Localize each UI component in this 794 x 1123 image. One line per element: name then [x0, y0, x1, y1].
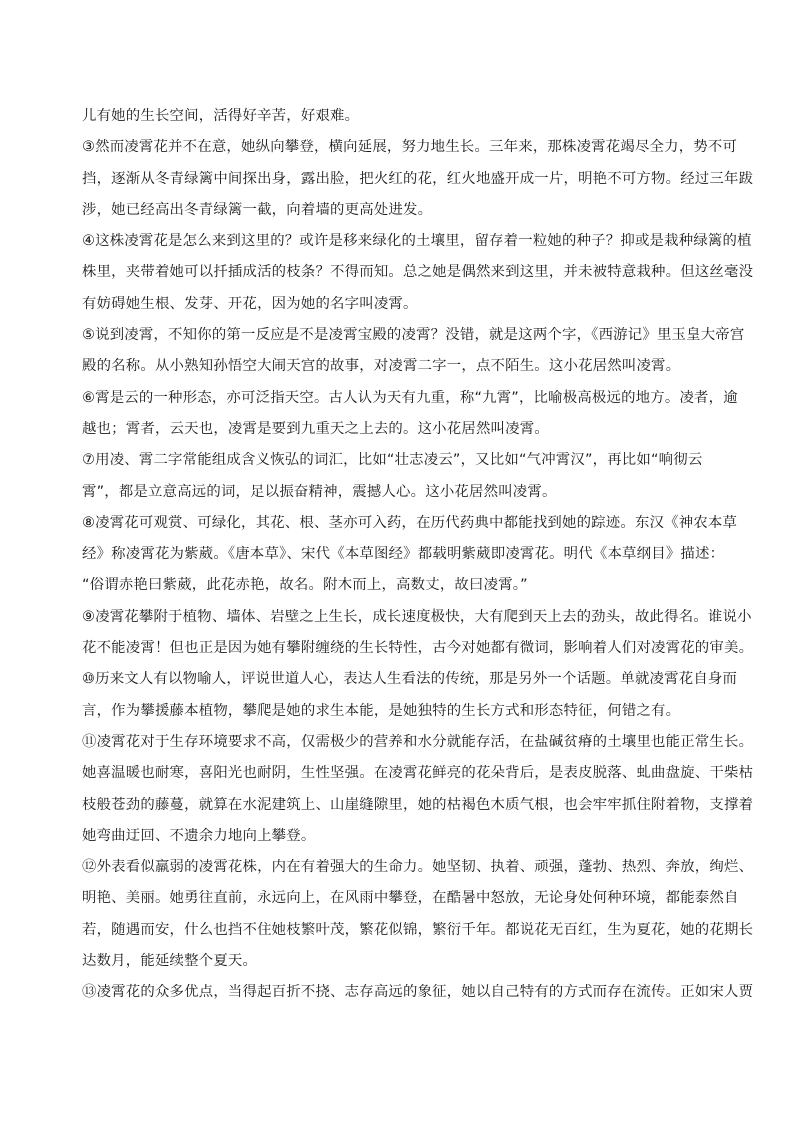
text-line: 越也；霄者，云天也，凌霄是要到九重天之上去的。这小花居然叫凌霄。	[82, 420, 549, 437]
text-line: ⑧凌霄花可观赏、可绿化，其花、根、茎亦可入药，在历代药典中都能找到她的踪迹。东汉《神农本草	[82, 514, 738, 531]
text-line: ⑫外表看似羸弱的凌霄花株，内在有着强大的生命力。她坚韧、执着、顽强，蓬勃、热烈、奔放，绚烂、	[82, 859, 754, 876]
text-line: 霄”，都是立意高远的词，足以振奋精神，震撼人心。这小花居然叫凌霄。	[82, 483, 557, 500]
text-line: “俗谓赤艳曰紫葳，此花赤艳，故名。附木而上，高数丈，故曰凌霄。”	[82, 577, 528, 594]
text-line: 达数月，能延续整个夏天。	[82, 953, 258, 970]
text-line: 儿有她的生长空间，活得好辛苦，好艰难。	[82, 108, 360, 124]
text-line: ⑨凌霄花攀附于植物、墙体、岩壁之上生长，成长速度极快，大有爬到天上去的劲头，故此得名。谁说小	[82, 608, 752, 625]
text-line: 言，作为攀援藤本植物，攀爬是她的求生本能，是她独特的生长方式和形态特征，何错之有。	[82, 702, 681, 719]
text-line: 她喜温暖也耐寒，喜阳光也耐阴，生性坚强。在凌霄花鲜亮的花朵背后，是表皮脱落、虬曲盘旋、干柴枯	[82, 765, 754, 782]
text-line: ⑬凌霄花的众多优点，当得起百折不挠、志存高远的象征，她以自己特有的方式而存在流传。正如宋人贾	[82, 984, 754, 1001]
text-line: ⑩历来文人有以物喻人，评说世道人心，表达人生看法的传统，那是另外一个话题。单就凌霄花自身而	[82, 671, 738, 688]
text-line: 殿的名称。从小熟知孙悟空大闹天宫的故事，对凌霄二字一，点不陌生。这小花居然叫凌霄。	[82, 358, 681, 375]
text-line: ③然而凌霄花并不在意，她纵向攀登，横向延展，努力地生长。三年来，那株凌霄花竭尽全力，势不可	[82, 139, 738, 156]
text-line: 经》称凌霄花为紫葳。《唐本草》、宋代《本草图经》都载明紫葳即凌霄花。明代《本草纲目》描述：	[82, 546, 725, 563]
text-line: ⑥霄是云的一种形态，亦可泛指天空。古人认为天有九重，称“九霄”，比喻极高极远的地方。凌者，逾	[82, 389, 738, 406]
text-line: 株里，夹带着她可以扦插成活的枝条？不得而知。总之她是偶然来到这里，并未被特意栽种。但这丝毫没	[82, 264, 754, 281]
text-line: 花不能凌霄！但也正是因为她有攀附缠绕的生长特性，古今对她都有微词，影响着人们对凌霄花的审美。	[82, 640, 754, 657]
text-line: 有妨碍她生根、发芽、开花，因为她的名字叫凌霄。	[82, 295, 418, 312]
text-line: 涉，她已经高出冬青绿篱一截，向着墙的更高处进发。	[82, 201, 433, 218]
text-line: 枝般苍劲的藤蔓，就算在水泥建筑上、山崖缝隙里，她的枯褐色木质气根，也会牢牢抓住附着物，支撑着	[82, 796, 754, 813]
text-line: ⑪凌霄花对于生存环境要求不高，仅需极少的营养和水分就能存活，在盐碱贫瘠的土壤里也能正常生长。	[82, 733, 754, 750]
text-line: 若，随遇而安，什么也挡不住她枝繁叶茂，繁花似锦，繁衍千年。都说花无百红，生为夏花，她的花期长	[82, 921, 754, 938]
text-line: ⑦用凌、霄二字常能组成含义恢弘的词汇，比如“壮志凌云”，又比如“气冲霄汉”，再比如“响彻云	[82, 452, 703, 469]
text-line: 明艳、美丽。她勇往直前，永远向上，在风雨中攀登，在酷暑中怒放，无论身处何种环境，都能泰然自	[82, 890, 739, 907]
text-line: 挡，逐渐从冬青绿篱中间探出身，露出脸，把火红的花，红火地盛开成一片，明艳不可方物。经过三年跋	[82, 170, 754, 187]
article-body	[82, 101, 754, 1009]
text-line: 她弯曲迂回、不遗余力地向上攀登。	[82, 827, 316, 844]
text-line: ⑤说到凌霄，不知你的第一反应是不是凌霄宝殿的凌霄？没错，就是这两个字，《西游记》里玉皇大帝宫	[82, 327, 745, 344]
text-line: ④这株凌霄花是怎么来到这里的？或许是移来绿化的土壤里，留存着一粒她的种子？抑或是栽种绿篱的植	[82, 233, 752, 250]
